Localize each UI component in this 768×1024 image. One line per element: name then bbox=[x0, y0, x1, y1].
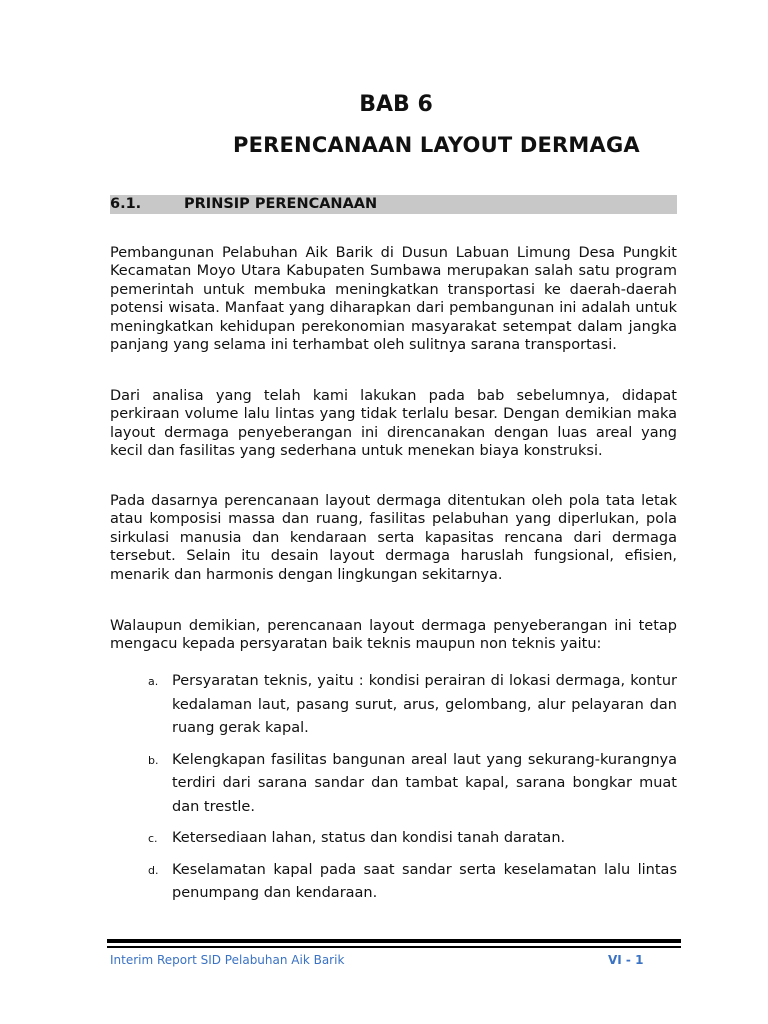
list-item bbox=[110, 859, 677, 906]
list-item-text: Keselamatan kapal pada saat sandar serta keselamatan lalu lintas penumpang dan kendaraan. bbox=[172, 861, 677, 901]
section-title: PRINSIP PERENCANAAN bbox=[184, 196, 378, 212]
list-marker: a. bbox=[148, 675, 159, 688]
footer-divider-thick bbox=[107, 939, 681, 943]
list-marker: b. bbox=[148, 753, 159, 767]
section-number: 6.1. bbox=[110, 196, 142, 212]
section-heading bbox=[110, 195, 677, 214]
paragraph-4: Walaupun demikian, perencanaan layout dermaga penyeberangan ini tetap mengacu kepada persyaratan baik teknis maupun non teknis yaitu: bbox=[110, 617, 677, 652]
chapter-number: BAB 6 bbox=[359, 92, 433, 117]
list-item-text: Kelengkapan fasilitas bangunan areal laut yang sekurang-kurangnya terdiri dari sarana sandar dan tambat kapal, sarana bongkar muat dan trestle. bbox=[172, 751, 677, 815]
list-item-text: Ketersediaan lahan, status dan kondisi tanah daratan. bbox=[172, 830, 566, 846]
list-item bbox=[110, 827, 677, 851]
paragraph-3: Pada dasarnya perencanaan layout dermaga ditentukan oleh pola tata letak atau komposisi massa dan ruang, fasilitas pelabuhan yang diperlukan, pola sirkulasi manusia dan kendaraan serta kapasitas rencana dari dermaga tersebut. Selain itu desain layout dermaga haruslah fungsional, efisien, menarik dan harmonis dengan lingkungan sekitarnya. bbox=[110, 492, 677, 583]
paragraph-2: Dari analisa yang telah kami lakukan pada bab sebelumnya, didapat perkiraan volume lalu lintas yang tidak terlalu besar. Dengan demikian maka layout dermaga penyeberangan ini direncanakan dengan luas areal yang kecil dan fasilitas yang sederhana untuk menekan biaya konstruksi. bbox=[110, 387, 677, 459]
list-item bbox=[110, 749, 677, 820]
paragraph-1: Pembangunan Pelabuhan Aik Barik di Dusun Labuan Limung Desa Pungkit Kecamatan Moyo Utara Kabupaten Sumbawa merupakan salah satu program pemerintah untuk membuka meningkatkan transportasi ke daerah-daerah potensi wisata. Manfaat yang diharapkan dari pembangunan ini adalah untuk meningkatkan kehidupan perekonomian masyarakat setempat dalam jangka panjang yang selama ini terhambat oleh sulitnya sarana transportasi. bbox=[110, 244, 677, 353]
list-marker: d. bbox=[148, 863, 159, 877]
chapter-title: PERENCANAAN LAYOUT DERMAGA bbox=[233, 133, 640, 157]
footer-report-title: Interim Report SID Pelabuhan Aik Barik bbox=[110, 953, 345, 967]
footer-page-number: VI - 1 bbox=[608, 953, 644, 967]
list-marker: c. bbox=[148, 832, 158, 845]
list-item-text: Persyaratan teknis, yaitu : kondisi perairan di lokasi dermaga, kontur kedalaman laut, pasang surut, arus, gelombang, alur pelayaran dan ruang gerak kapal. bbox=[172, 673, 677, 736]
list-item bbox=[110, 670, 677, 741]
requirements-list bbox=[110, 670, 677, 914]
footer-divider-thin bbox=[107, 946, 681, 948]
